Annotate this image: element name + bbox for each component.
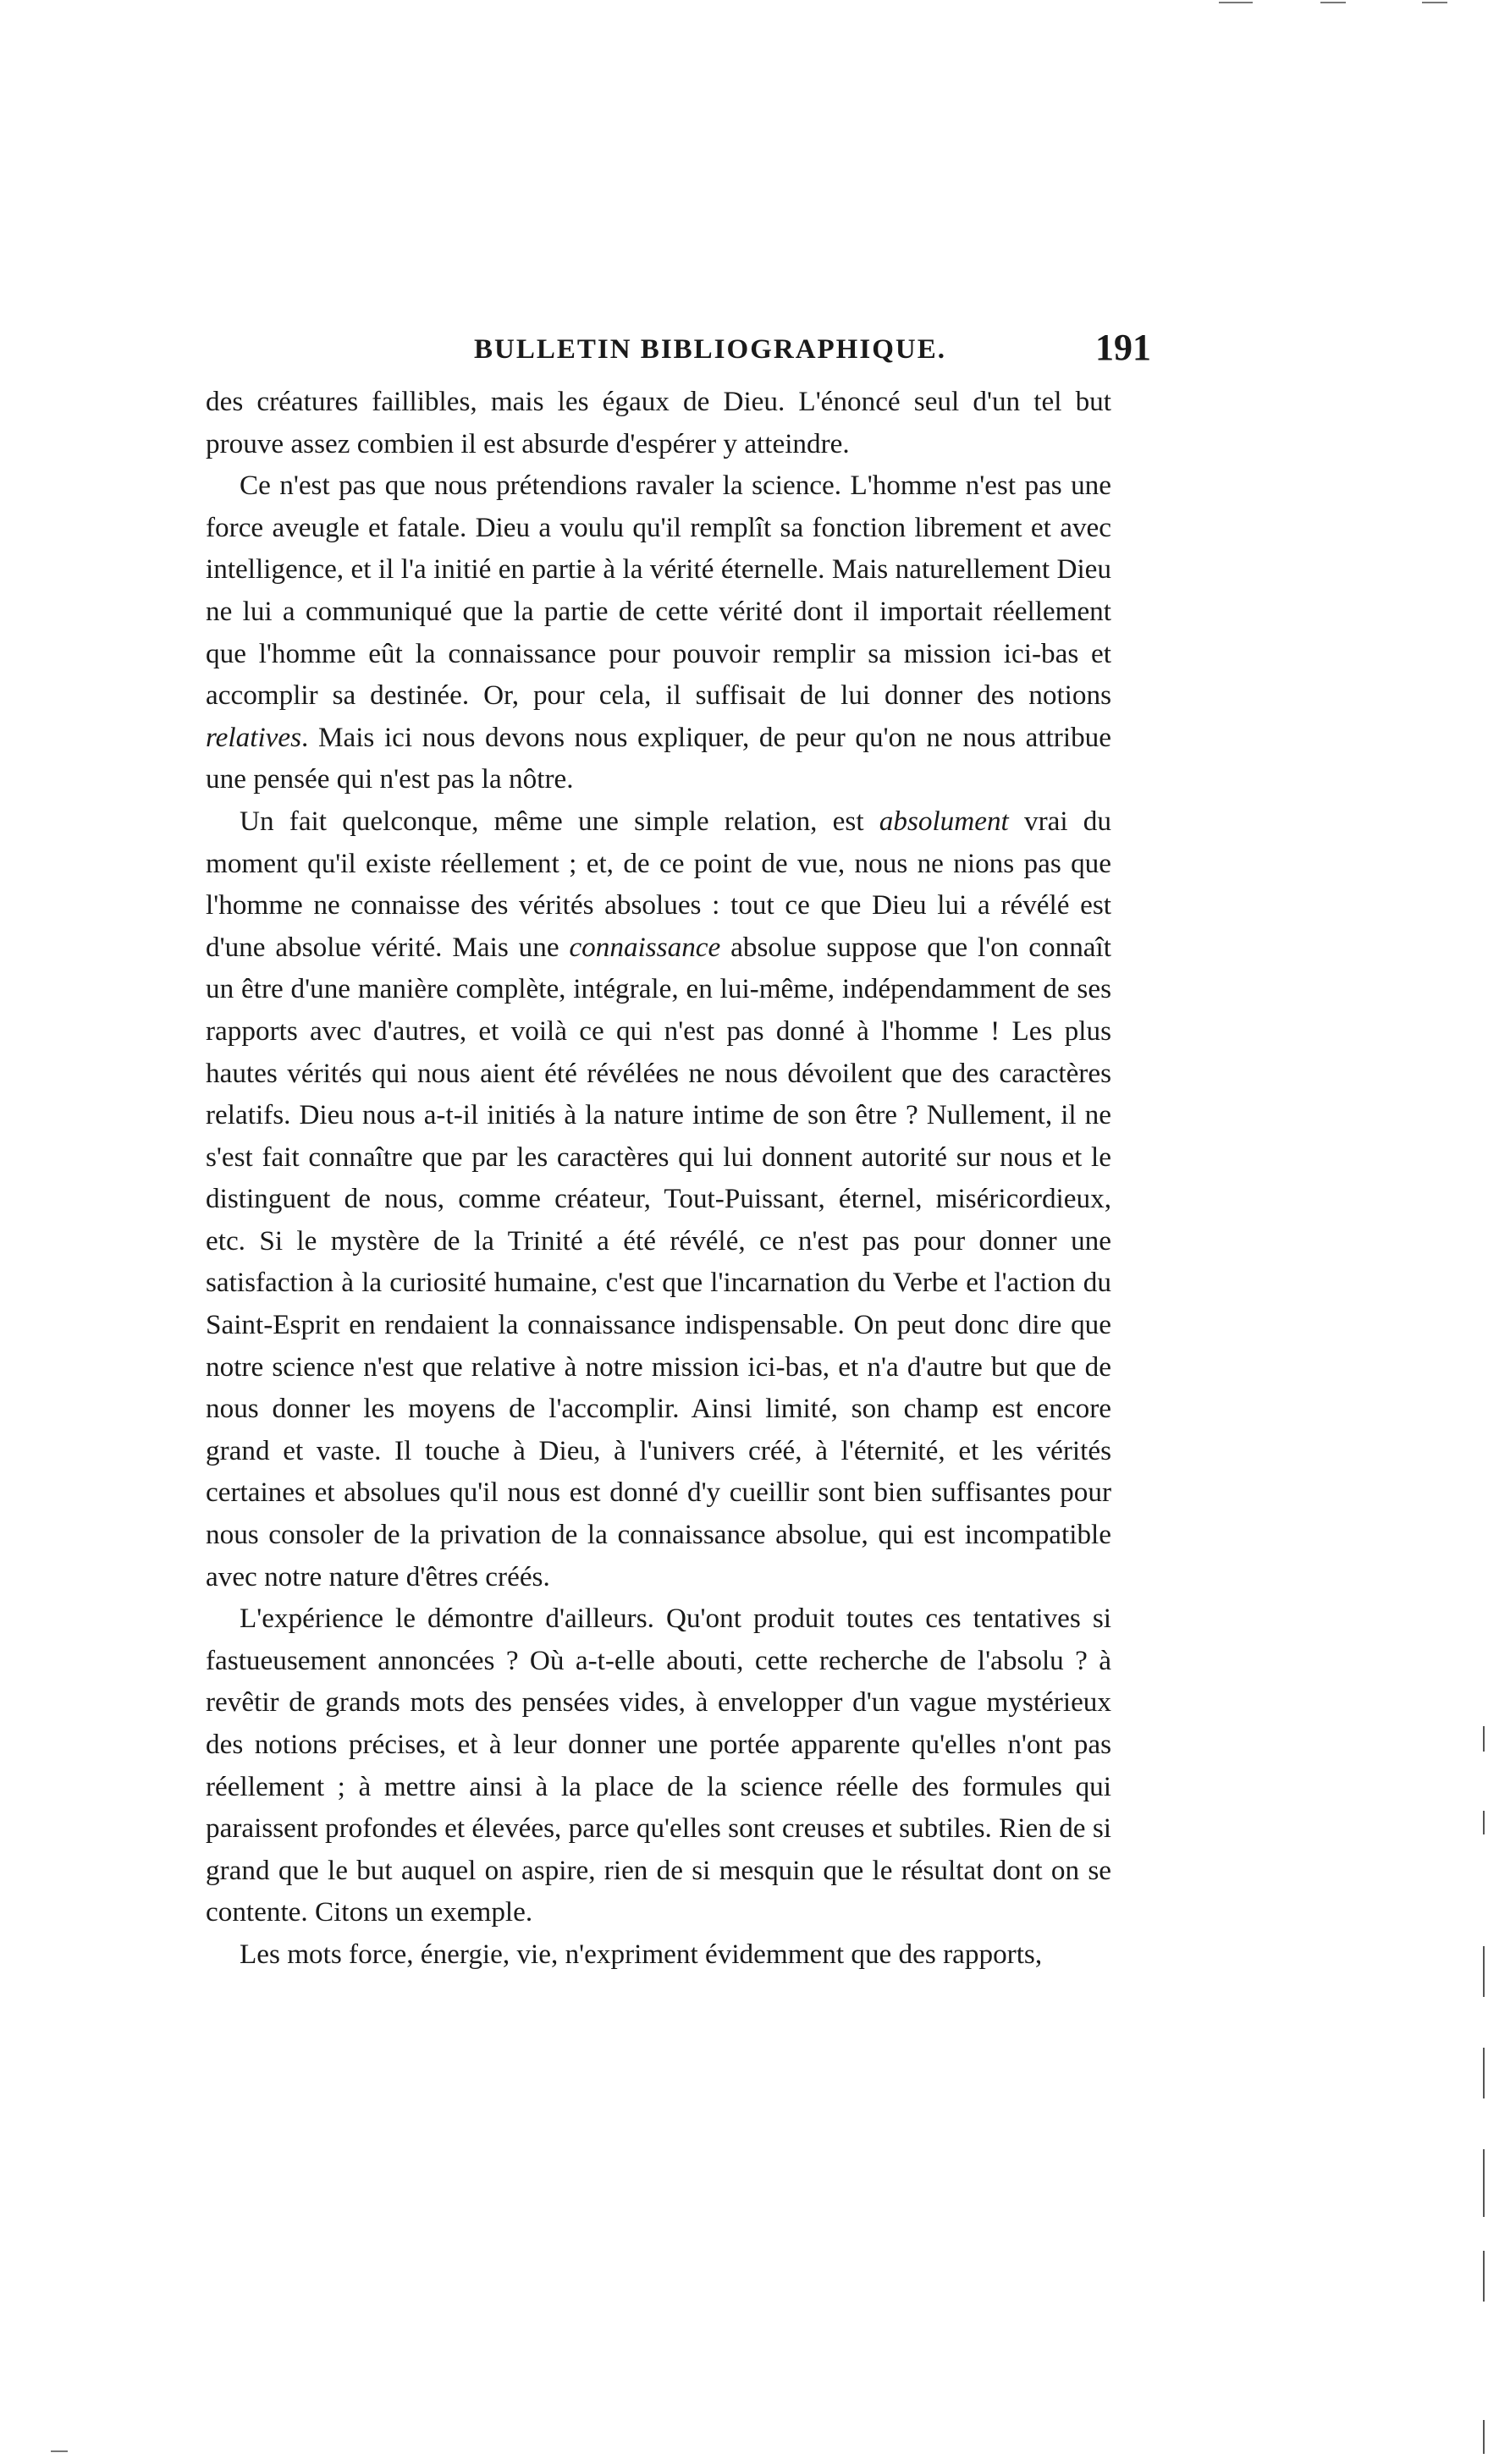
- scan-corner-mark: [51, 2450, 68, 2452]
- italic-text: absolument: [879, 805, 1009, 837]
- paragraph-text: absolue suppose que l'on connaît un être d'une manière complète, intégrale, en lui-même, indépendamment de ses rapports avec d'autres, et voilà ce qui n'est pas donné à l'homme ! Les plus hautes vérités qui nous aient été révélées ne nous dévoilent que des caractères relatifs. Dieu nous a-t-il initiés à la nature intime de son être ? Nullement, il ne s'est fait connaître que par les caractères qui lui donnent autorité sur nous et le distinguent de nous, comme créateur, Tout-Puissant, éternel, miséricordieux, etc. Si le mystère de la Trinité a été révélé, ce n'est pas pour donner une satisfaction à la curiosité humaine, c'est que l'incarnation du Verbe et l'action du Saint-Esprit en rendaient la connaissance indispensable. On peut donc dire que notre science n'est que relative à notre mission ici-bas, et n'a d'autre but que de nous donner les moyens de l'accomplir. Ainsi limité, son champ est encore grand et vaste. Il touche à Dieu, à l'univers créé, à l'éternité, et les vérités certaines et absolues qu'il nous est donné d'y cueillir sont bien suffisantes pour nous consoler de la privation de la connaissance absolue, qui est incompatible avec notre nature d'êtres créés.: [206, 931, 1111, 1592]
- paragraph: [206, 800, 1111, 1598]
- scan-margin-mark: [1483, 2251, 1485, 2302]
- paragraph-text: . Mais ici nous devons nous expliquer, de peur qu'on ne nous attribue une pensée qui n'est pas la nôtre.: [206, 721, 1111, 795]
- paragraph: [206, 1598, 1111, 1933]
- italic-text: relatives: [206, 721, 302, 753]
- paragraph: [206, 1933, 1111, 1976]
- paragraph-text: Les mots force, énergie, vie, n'expriment évidemment que des rapports,: [240, 1938, 1043, 1970]
- paragraph-text: vrai du moment qu'il existe réellement ; et, de ce point de vue, nous ne nions pas que l'homme ne connaisse des vérités absolues : tout ce que Dieu lui a révélé est d'une absolue vérité. Mais une: [206, 805, 1111, 963]
- paragraph-text: Un fait quelconque, même une simple relation, est: [240, 805, 879, 837]
- running-title: BULLETIN BIBLIOGRAPHIQUE.: [474, 334, 946, 365]
- scan-margin-mark: [1483, 2048, 1485, 2098]
- paragraph-text: L'expérience le démontre d'ailleurs. Qu'ont produit toutes ces tentatives si fastueusement annoncées ? Où a-t-elle abouti, cette recherche de l'absolu ? à revêtir de grands mots des pensées vides, à envelopper d'un vague mystérieux des notions précises, et à leur donner une portée apparente qu'elles n'ont pas réellement ; à mettre ainsi à la place de la science réelle des formules qui paraissent profondes et élevées, parce qu'elles sont creuses et subtiles. Rien de si grand que le but auquel on aspire, rien de si mesquin que le résultat dont on se contente. Citons un exemple.: [206, 1603, 1111, 1928]
- scan-margin-mark: [1483, 1811, 1485, 1834]
- scan-margin-mark: [1483, 2420, 1485, 2454]
- paragraph: [206, 465, 1111, 800]
- scan-margin-mark: [1483, 1946, 1485, 1997]
- scan-corner-mark: [1320, 2, 1346, 3]
- paragraph: [206, 381, 1111, 465]
- page-header: [203, 326, 1151, 377]
- paragraph-text: Ce n'est pas que nous prétendions ravaler la science. L'homme n'est pas une force aveugle et fatale. Dieu a voulu qu'il remplît sa fonction librement et avec intelligence, et il l'a initié en partie à la vérité éternelle. Mais naturellement Dieu ne lui a communiqué que la partie de cette vérité dont il importait réellement que l'homme eût la connaissance pour pouvoir remplir sa mission ici-bas et accomplir sa destinée. Or, pour cela, il suffisait de lui donner des notions: [206, 470, 1111, 712]
- scan-margin-mark: [1483, 2149, 1485, 2217]
- scan-margin-mark: [1483, 1726, 1485, 1752]
- page-number: 191: [1095, 327, 1151, 368]
- body-text: [206, 381, 1111, 1976]
- scan-corner-mark: [1219, 2, 1253, 3]
- scan-corner-mark: [1422, 2, 1447, 3]
- italic-text: connaissance: [569, 931, 721, 963]
- paragraph-text: des créatures faillibles, mais les égaux de Dieu. L'énoncé seul d'un tel but prouve assez combien il est absurde d'espérer y atteindre.: [206, 386, 1111, 459]
